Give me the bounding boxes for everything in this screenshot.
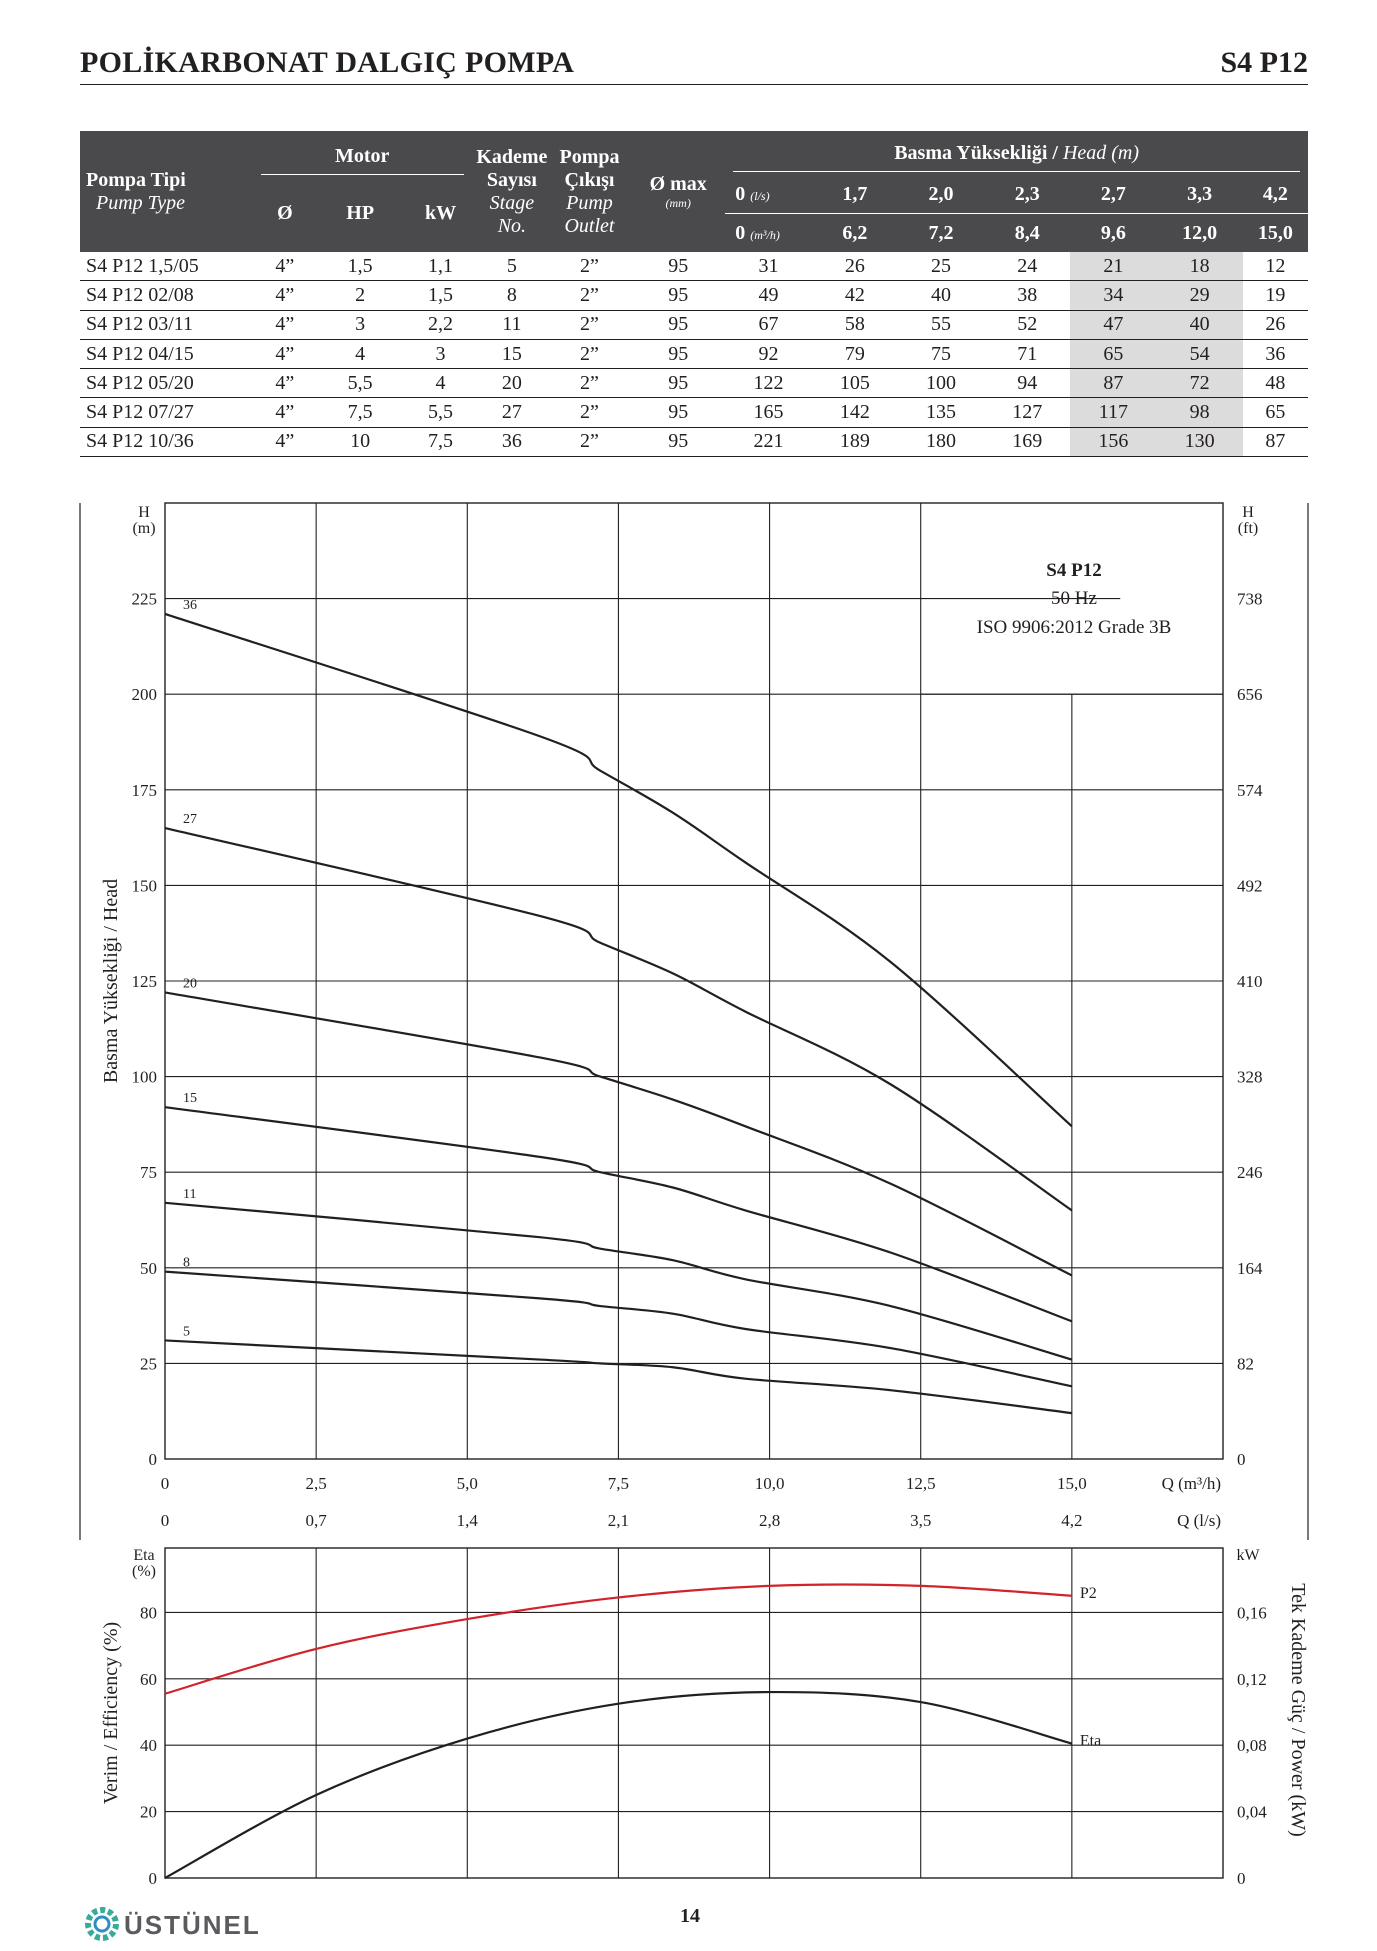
table-cell: 15 (476, 339, 548, 368)
stage-curve-label: 11 (183, 1186, 197, 1202)
table-cell: 2” (548, 369, 631, 398)
motor-hp: HP (315, 175, 405, 252)
table-cell: 95 (631, 339, 725, 368)
table-cell: 21 (1070, 252, 1156, 281)
head-y-ft-tick: 574 (1237, 780, 1263, 800)
table-cell: 221 (725, 427, 811, 456)
table-cell: 31 (725, 252, 811, 281)
stage-curve-label: 20 (183, 976, 197, 992)
table-cell: 95 (631, 281, 725, 310)
head-y-ft-tick: 410 (1237, 972, 1263, 991)
stage-curve-label: 36 (183, 597, 197, 613)
brand-logo (80, 1902, 280, 1951)
power-y-axis-title: Tek Kademe Güç / Power (kW) (1287, 1583, 1309, 1837)
table-cell: 100 (898, 369, 984, 398)
table-cell: 2” (548, 310, 631, 339)
table-cell: 95 (631, 427, 725, 456)
table-cell: 40 (1157, 310, 1243, 339)
table-cell: 1,5 (405, 281, 476, 310)
pump-model-cell: S4 P12 02/08 (80, 281, 255, 310)
table-cell: 4” (255, 398, 316, 427)
table-cell: 122 (725, 369, 811, 398)
table-cell: 2” (548, 339, 631, 368)
page-number: 14 (680, 1905, 700, 1927)
table-cell: 87 (1243, 427, 1308, 456)
head-y-tick: 75 (140, 1163, 157, 1183)
model-code: S4 P12 (1220, 46, 1308, 79)
eff-plot-frame (165, 1548, 1223, 1878)
table-cell: 5,5 (315, 369, 405, 398)
table-cell: 58 (812, 310, 898, 339)
table-cell: 65 (1070, 339, 1156, 368)
eff-y-axis-title: Verim / Efficiency (%) (100, 1621, 122, 1805)
table-cell: 4” (255, 281, 316, 310)
table-cell: 52 (984, 310, 1070, 339)
flow-ls-zero: 0 (l/s) (725, 175, 811, 214)
head-x-tick: 7,5 (607, 1474, 630, 1493)
flow-m3-6: 15,0 (1243, 214, 1308, 253)
head-y-tick: 50 (140, 1258, 157, 1278)
table-cell: 47 (1070, 310, 1156, 339)
motor-phi: Ø (255, 175, 316, 252)
table-cell: 55 (898, 310, 984, 339)
eff-y-tick: 60 (140, 1669, 157, 1689)
table-cell: 94 (984, 369, 1070, 398)
efficiency-eta-label: Eta (1079, 1732, 1102, 1750)
table-cell: 49 (725, 281, 811, 310)
pump-model-cell: S4 P12 10/36 (80, 427, 255, 456)
table-cell: 4” (255, 252, 316, 281)
flow-m3-3: 8,4 (984, 214, 1070, 253)
table-cell: 4” (255, 310, 316, 339)
table-cell: 34 (1070, 281, 1156, 310)
table-cell: 24 (984, 252, 1070, 281)
flow-m3-1: 6,2 (812, 214, 898, 253)
table-cell: 117 (1070, 398, 1156, 427)
table-cell: 1,5 (315, 252, 405, 281)
table-cell: 95 (631, 398, 725, 427)
flow-ls-6: 4,2 (1243, 175, 1308, 214)
dmax-header: Ø max (mm) (631, 131, 725, 252)
table-cell: 189 (812, 427, 898, 456)
table-cell: 18 (1157, 252, 1243, 281)
table-cell: 72 (1157, 369, 1243, 398)
head-y-ft-tick: 328 (1237, 1067, 1263, 1087)
table-cell: 42 (812, 281, 898, 310)
flow-m3-2: 7,2 (898, 214, 984, 253)
flow-ls-1: 1,7 (812, 175, 898, 214)
table-cell: 10 (315, 427, 405, 456)
head-x-ls-tick: 2,1 (607, 1511, 630, 1530)
table-cell: 36 (476, 427, 548, 456)
head-y-ft-tick: 246 (1237, 1163, 1263, 1183)
flow-m3-zero: 0 (m³/h) (725, 214, 811, 253)
table-cell: 3 (315, 310, 405, 339)
table-cell: 5,5 (405, 398, 476, 427)
table-cell: 54 (1157, 339, 1243, 368)
head-header: Basma Yüksekliği / Head (m) (725, 131, 1308, 175)
table-cell: 142 (812, 398, 898, 427)
table-cell: 12 (1243, 252, 1308, 281)
head-x-ls-tick: 3,5 (910, 1511, 932, 1530)
table-cell: 8 (476, 281, 548, 310)
table-cell: 38 (984, 281, 1070, 310)
eff-y-unit-pct: (%) (132, 1563, 156, 1580)
head-y-axis-title: Basma Yüksekliği / Head (100, 878, 122, 1084)
table-cell: 2” (548, 427, 631, 456)
power-y-tick: 0 (1237, 1869, 1246, 1888)
head-y-tick: 25 (140, 1354, 157, 1374)
table-cell: 5 (476, 252, 548, 281)
motor-header: Motor (255, 131, 476, 175)
head-x-ls-unit: Q (l/s) (1177, 1511, 1221, 1530)
motor-kw: kW (405, 175, 476, 252)
head-y-ft-tick: 164 (1237, 1258, 1263, 1278)
table-cell: 7,5 (405, 427, 476, 456)
head-x-ls-tick: 0 (160, 1511, 170, 1530)
head-x-ls-tick: 4,2 (1061, 1511, 1083, 1530)
head-y-unit-h-right: H (1242, 504, 1254, 521)
head-y-ft-tick: 0 (1237, 1450, 1246, 1469)
stage-curve-label: 15 (183, 1091, 197, 1107)
brand-name: ÜSTÜNEL (124, 1910, 261, 1940)
head-x-ls-tick: 1,4 (456, 1511, 478, 1530)
table-cell: 26 (812, 252, 898, 281)
table-cell: 4 (315, 339, 405, 368)
eff-y-tick: 0 (148, 1869, 157, 1888)
table-cell: 27 (476, 398, 548, 427)
head-y-tick: 125 (131, 972, 157, 991)
gear-logo-icon (88, 1910, 116, 1938)
flow-ls-4: 2,7 (1070, 175, 1156, 214)
table-cell: 95 (631, 252, 725, 281)
table-cell: 2,2 (405, 310, 476, 339)
head-x-tick: 0 (160, 1474, 170, 1493)
stage-header: Kademe Sayısı Stage No. (476, 131, 548, 252)
head-y-unit-m: (m) (132, 520, 156, 537)
table-cell: 25 (898, 252, 984, 281)
flow-ls-3: 2,3 (984, 175, 1070, 214)
chart-frequency: 50 Hz (1051, 588, 1097, 609)
table-cell: 40 (898, 281, 984, 310)
eff-y-tick: 40 (140, 1736, 157, 1756)
table-cell: 71 (984, 339, 1070, 368)
head-y-ft-tick: 656 (1237, 685, 1263, 705)
table-cell: 79 (812, 339, 898, 368)
table-cell: 2” (548, 252, 631, 281)
head-y-unit-h: H (138, 504, 150, 521)
table-cell: 165 (725, 398, 811, 427)
table-cell: 67 (725, 310, 811, 339)
eff-y-tick: 80 (140, 1603, 157, 1623)
head-x-ls-tick: 2,8 (758, 1511, 781, 1530)
flow-m3-4: 9,6 (1070, 214, 1156, 253)
chart-title: S4 P12 (1046, 560, 1102, 581)
table-cell: 92 (725, 339, 811, 368)
stage-curve-label: 27 (183, 812, 197, 828)
table-cell: 4 (405, 369, 476, 398)
table-cell: 87 (1070, 369, 1156, 398)
table-cell: 75 (898, 339, 984, 368)
pump-model-cell: S4 P12 1,5/05 (80, 252, 255, 281)
table-cell: 7,5 (315, 398, 405, 427)
outlet-header: Pompa Çıkışı Pump Outlet (548, 131, 631, 252)
power-y-unit: kW (1236, 1547, 1260, 1564)
table-cell: 130 (1157, 427, 1243, 456)
table-cell: 4” (255, 339, 316, 368)
pump-model-cell: S4 P12 04/15 (80, 339, 255, 368)
table-cell: 95 (631, 369, 725, 398)
stage-curve-label: 8 (183, 1255, 190, 1271)
power-y-tick: 0,08 (1237, 1736, 1267, 1756)
flow-ls-2: 2,0 (898, 175, 984, 214)
eff-y-unit-eta: Eta (133, 1547, 155, 1564)
head-x-unit: Q (m³/h) (1161, 1474, 1221, 1493)
table-cell: 26 (1243, 310, 1308, 339)
head-y-tick: 175 (131, 780, 157, 800)
page-title: POLİKARBONAT DALGIÇ POMPA (80, 46, 575, 79)
power-y-tick: 0,16 (1237, 1603, 1267, 1623)
table-cell: 98 (1157, 398, 1243, 427)
head-y-tick: 225 (131, 589, 157, 609)
table-cell: 180 (898, 427, 984, 456)
table-cell: 36 (1243, 339, 1308, 368)
table-cell: 4” (255, 427, 316, 456)
pump-model-cell: S4 P12 07/27 (80, 398, 255, 427)
table-cell: 11 (476, 310, 548, 339)
head-x-ls-tick: 0,7 (305, 1511, 327, 1530)
head-y-tick: 100 (131, 1067, 157, 1087)
head-x-tick: 10,0 (754, 1474, 785, 1493)
power-y-tick: 0,04 (1237, 1802, 1267, 1822)
head-y-ft-tick: 738 (1237, 589, 1263, 609)
table-cell: 2” (548, 398, 631, 427)
table-cell: 156 (1070, 427, 1156, 456)
head-x-tick: 12,5 (905, 1474, 936, 1493)
pump-type-header: Pompa Tipi Pump Type (80, 131, 255, 252)
head-x-tick: 2,5 (305, 1474, 327, 1493)
table-cell: 3 (405, 339, 476, 368)
eff-y-tick: 20 (140, 1802, 157, 1822)
head-y-ft-tick: 492 (1237, 876, 1263, 896)
table-cell: 95 (631, 310, 725, 339)
head-y-tick: 0 (148, 1450, 157, 1469)
table-cell: 19 (1243, 281, 1308, 310)
table-cell: 127 (984, 398, 1070, 427)
head-x-tick: 5,0 (456, 1474, 478, 1493)
table-cell: 2” (548, 281, 631, 310)
head-y-tick: 200 (131, 685, 157, 705)
table-cell: 65 (1243, 398, 1308, 427)
table-cell: 29 (1157, 281, 1243, 310)
flow-ls-5: 3,3 (1157, 175, 1243, 214)
table-cell: 4” (255, 369, 316, 398)
power-y-tick: 0,12 (1237, 1669, 1267, 1689)
flow-m3-5: 12,0 (1157, 214, 1243, 253)
head-x-tick: 15,0 (1056, 1474, 1087, 1493)
table-cell: 20 (476, 369, 548, 398)
chart-standard: ISO 9906:2012 Grade 3B (976, 617, 1172, 638)
head-y-tick: 150 (131, 876, 157, 896)
table-cell: 135 (898, 398, 984, 427)
table-cell: 169 (984, 427, 1070, 456)
head-y-ft-tick: 82 (1237, 1354, 1254, 1374)
table-cell: 2 (315, 281, 405, 310)
table-cell: 48 (1243, 369, 1308, 398)
pump-model-cell: S4 P12 05/20 (80, 369, 255, 398)
stage-curve-label: 5 (183, 1324, 190, 1340)
head-y-unit-ft: (ft) (1237, 520, 1259, 537)
power-p2-label: P2 (1079, 1584, 1097, 1602)
table-cell: 1,1 (405, 252, 476, 281)
pump-model-cell: S4 P12 03/11 (80, 310, 255, 339)
table-cell: 105 (812, 369, 898, 398)
